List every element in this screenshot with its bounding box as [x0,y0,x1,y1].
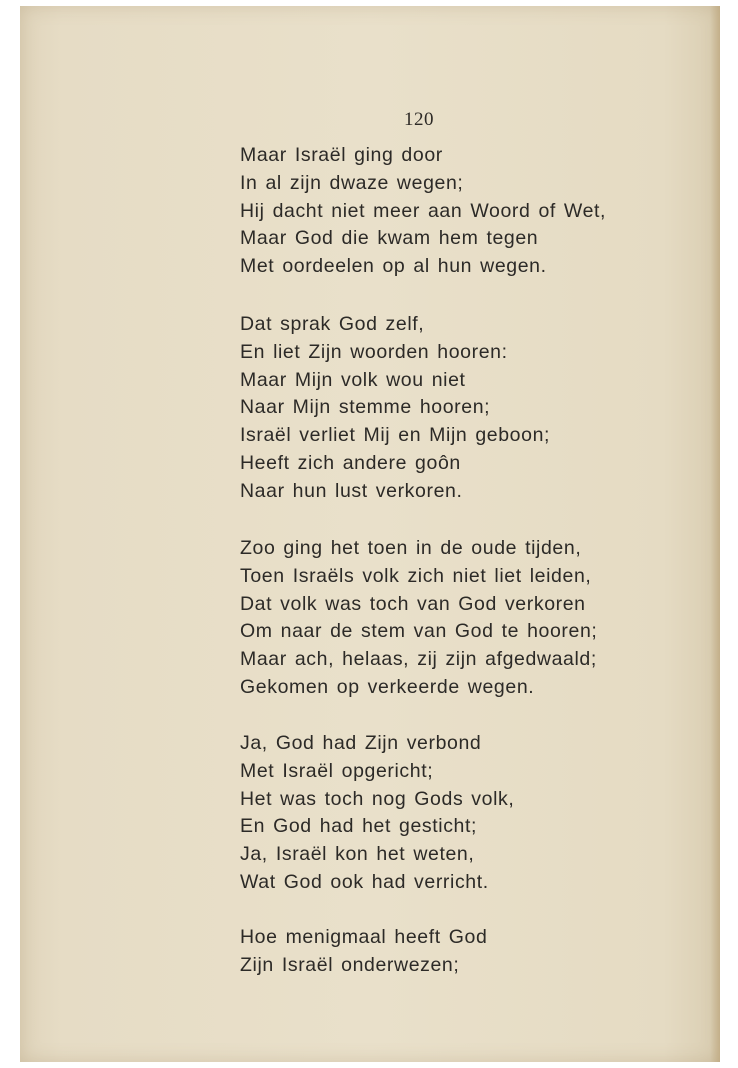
stanza-4 [240,730,700,897]
poem-line: Naar hun lust verkoren. [240,479,463,502]
poem-line: En God had het gesticht; [240,815,478,838]
poem-line: Zoo ging het toen in de oude tijden, [240,537,582,559]
poem-line: Toen Israëls volk zich niet liet leiden, [240,564,592,587]
poem-line: Israël verliet Mij en Mijn geboon; [240,424,551,447]
poem-line: Zijn Israël onderwezen; [240,953,460,976]
poem-line: En liet Zijn woorden hooren: [240,340,508,363]
poem-line: Maar Israël ging door [240,144,443,166]
poem-line: Heeft zich andere goôn [240,451,461,474]
poem-line: Maar God die kwam hem tegen [240,227,539,250]
poem-line: Maar Mijn volk wou niet [240,368,466,391]
poem-line: Om naar de stem van God te hooren; [240,620,598,643]
poem-line: Wat God ook had verricht. [240,870,489,893]
poem-line: Hij dacht niet meer aan Woord of Wet, [240,199,607,222]
poem-line: Ja, Israël kon het weten, [240,843,475,866]
poem-line: Maar ach, helaas, zij zijn afgedwaald; [240,648,597,671]
poem-line: Hoe menigmaal heeft God [240,926,488,948]
poem-line: Het was toch nog Gods volk, [240,787,515,810]
poem-line: Met oordeelen op al hun wegen. [240,255,547,278]
poem-line: In al zijn dwaze wegen; [240,171,464,194]
page-edge-shadow [710,6,720,1062]
page-number: 120 [404,109,434,130]
poem-line: Met Israël opgericht; [240,759,434,782]
stanza-2 [240,311,700,506]
stanza-5 [240,924,700,980]
poem-line: Naar Mijn stemme hooren; [240,396,491,419]
poem-line: Gekomen op verkeerde wegen. [240,675,535,698]
poem-line: Dat volk was toch van God verkoren [240,592,586,615]
stanza-1 [240,142,700,281]
poem-line: Ja, God had Zijn verbond [240,732,482,754]
stanza-3 [240,535,700,702]
poem-line: Dat sprak God zelf, [240,313,425,335]
